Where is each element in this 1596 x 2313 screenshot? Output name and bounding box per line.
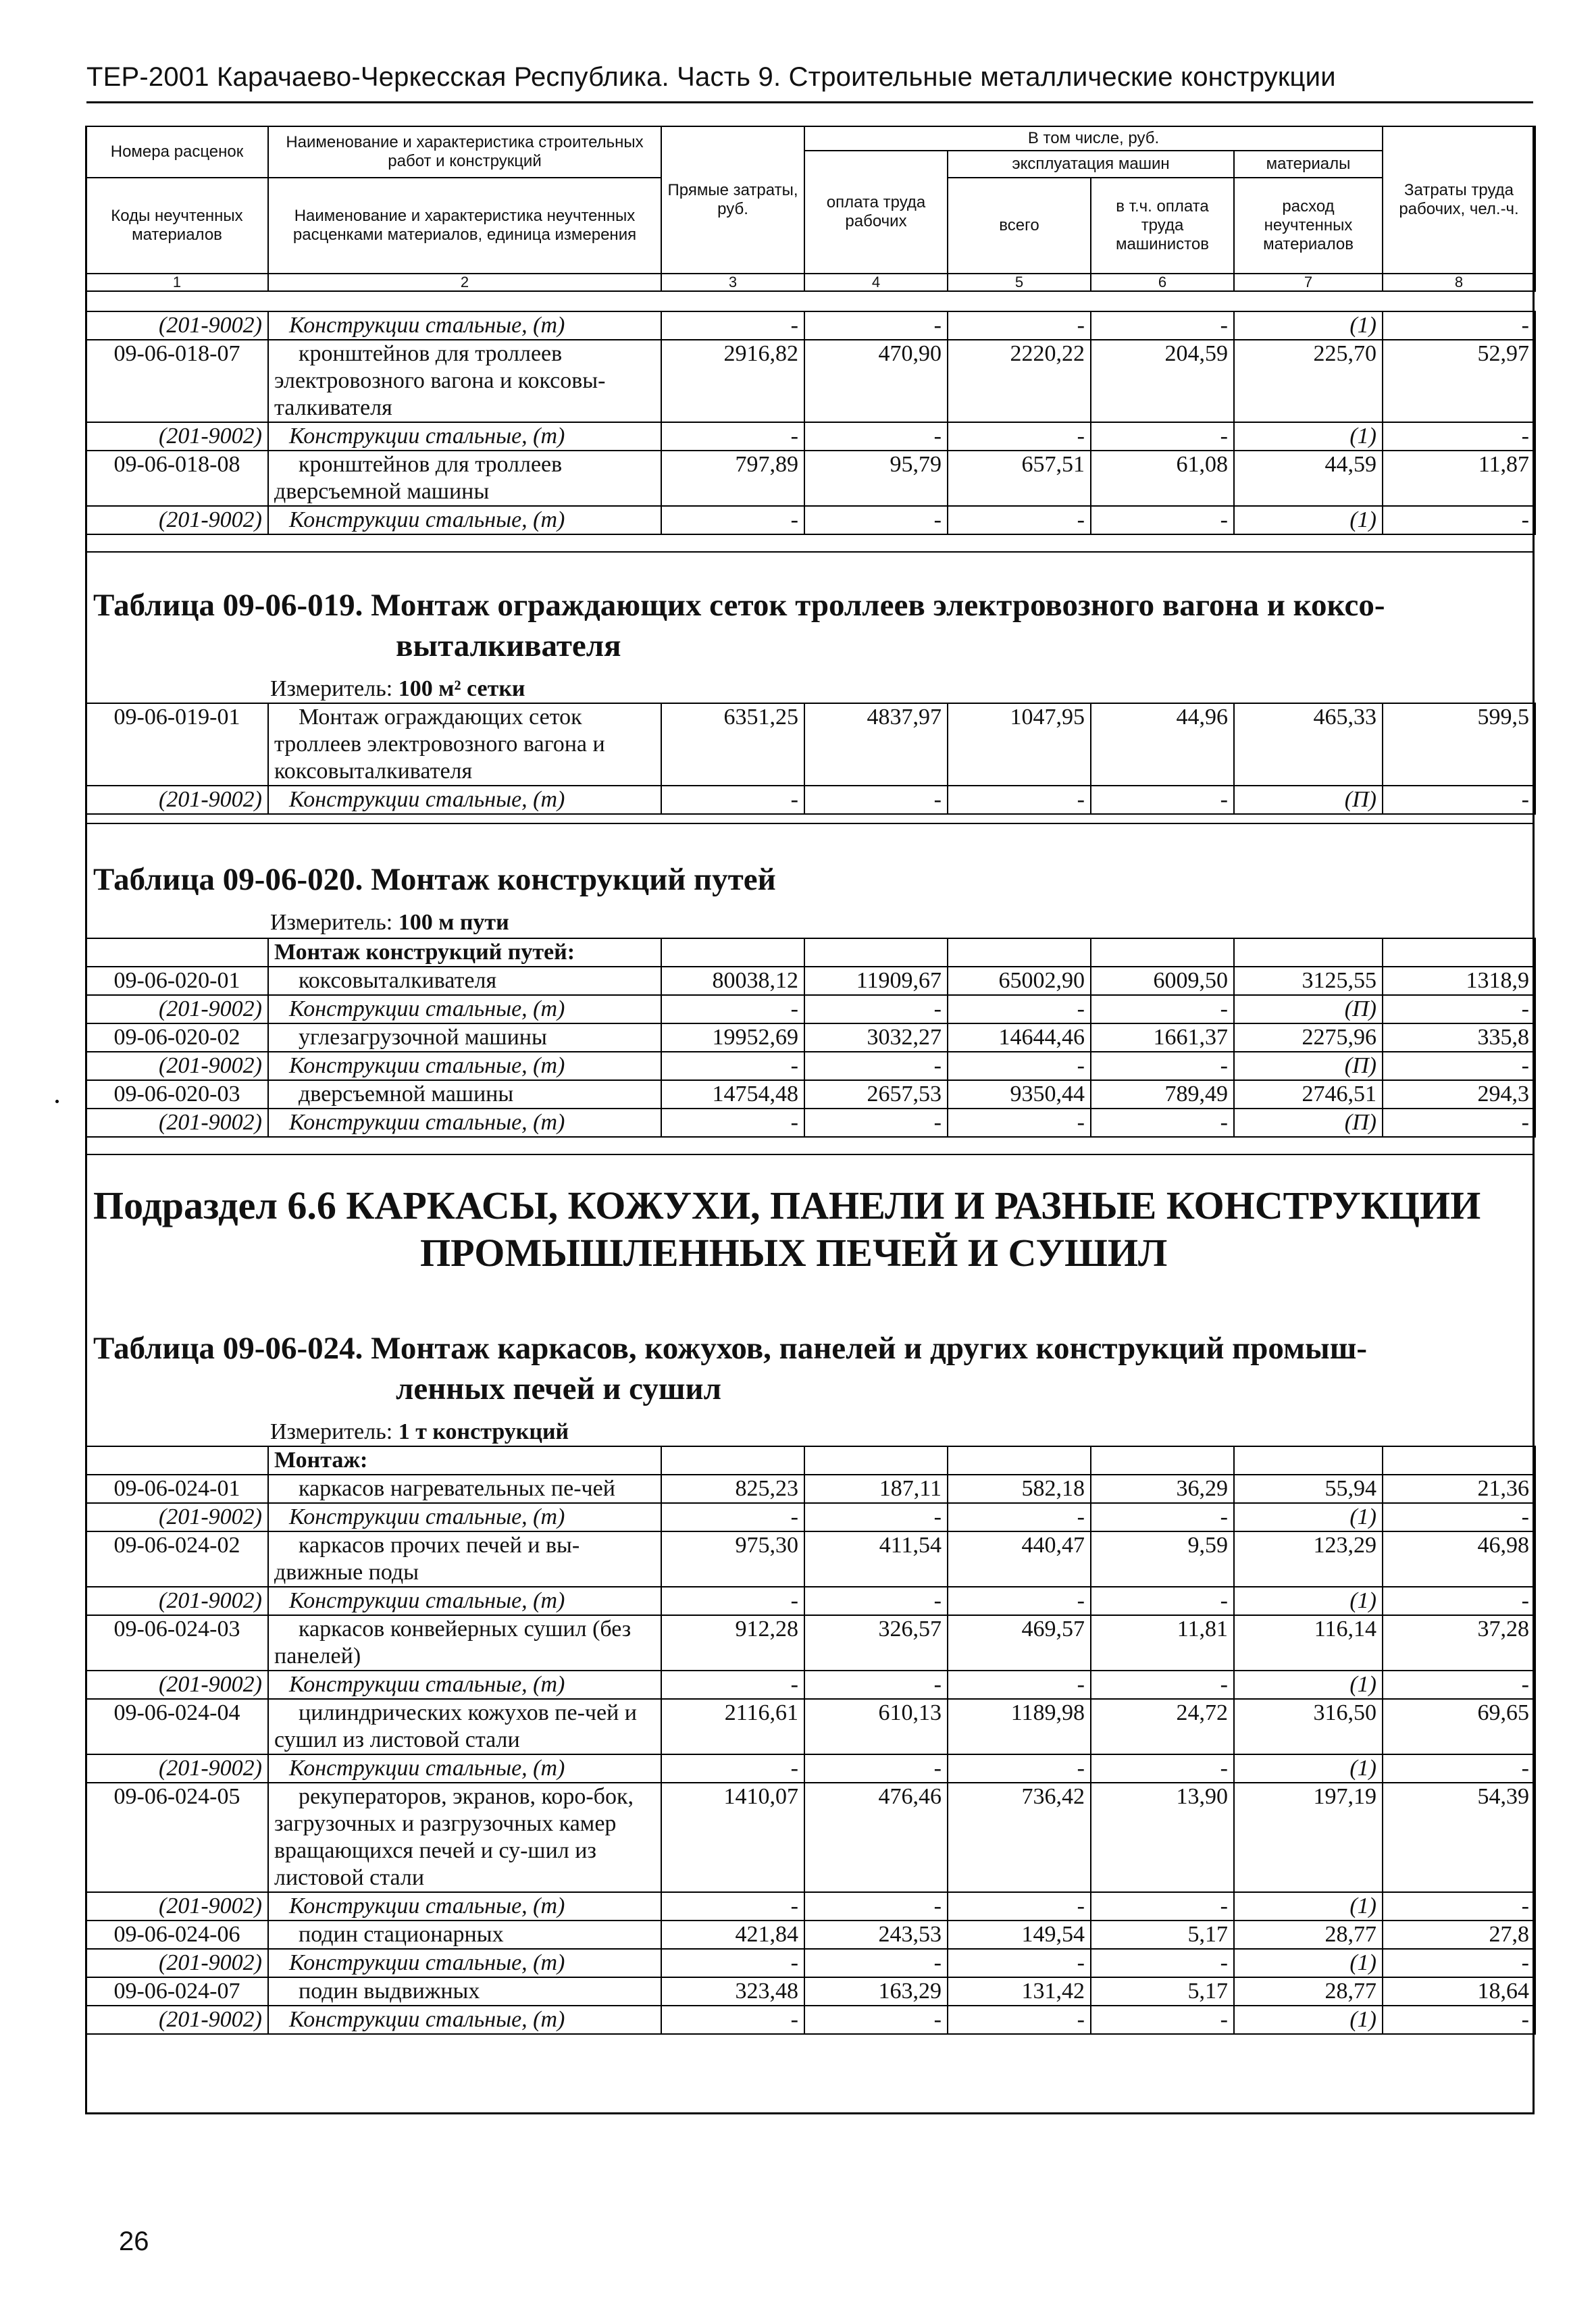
column-number: 6 <box>1091 274 1234 291</box>
machines-total: - <box>948 311 1091 340</box>
rate-code: 09-06-024-07 <box>86 1977 268 2006</box>
machinist-pay: 11,81 <box>1091 1615 1234 1671</box>
labor-pay: - <box>804 1052 948 1080</box>
work-name: подин стационарных <box>268 1921 661 1949</box>
machines-total: 2220,22 <box>948 340 1091 422</box>
machines-total: - <box>948 1671 1091 1699</box>
table-row <box>86 1892 1535 1921</box>
labor-pay: - <box>804 1671 948 1699</box>
labor-cost: 69,65 <box>1383 1699 1535 1754</box>
work-name: цилиндрических кожухов пе-чей и сушил из листовой стали <box>268 1699 661 1754</box>
group-label: Монтаж: <box>268 1446 661 1475</box>
table-024-meter <box>270 1419 569 1446</box>
machines-total: 149,54 <box>948 1921 1091 1949</box>
header-including: В том числе, руб. <box>804 126 1383 151</box>
machinist-pay: - <box>1091 1052 1234 1080</box>
rate-code: 09-06-020-03 <box>86 1080 268 1109</box>
material-code: (201-9002) <box>86 1109 268 1137</box>
column-number: 8 <box>1383 274 1535 291</box>
labor-pay: - <box>804 311 948 340</box>
materials-value: 44,59 <box>1234 451 1383 506</box>
labor-cost: - <box>1383 1949 1535 1977</box>
rate-code: 09-06-018-07 <box>86 340 268 422</box>
header-machinist-pay: в т.ч. оплата труда машинистов <box>1091 178 1234 274</box>
work-name: подин выдвижных <box>268 1977 661 2006</box>
direct-cost: - <box>661 1503 804 1531</box>
materials-value: 3125,55 <box>1234 967 1383 995</box>
table-row <box>86 1783 1535 1892</box>
machines-total: 65002,90 <box>948 967 1091 995</box>
section-heading-line2: ПРОМЫШЛЕННЫХ ПЕЧЕЙ И СУШИЛ <box>420 1231 1168 1275</box>
machines-total: - <box>948 1754 1091 1783</box>
materials-value: 28,77 <box>1234 1921 1383 1949</box>
header-col1-bottom: Коды неучтенных материалов <box>86 178 268 274</box>
direct-cost: - <box>661 995 804 1023</box>
material-name: Конструкции стальные, (т) <box>268 1109 661 1137</box>
machines-total: - <box>948 2006 1091 2034</box>
column-header-table <box>85 126 1536 292</box>
labor-cost: 27,8 <box>1383 1921 1535 1949</box>
group-label: Монтаж конструкций путей: <box>268 938 661 967</box>
materials-value: (1) <box>1234 506 1383 534</box>
work-name: каркасов прочих печей и вы-движные поды <box>268 1531 661 1587</box>
direct-cost: - <box>661 1109 804 1137</box>
material-name: Конструкции стальные, (т) <box>268 1754 661 1783</box>
machines-total: - <box>948 1109 1091 1137</box>
meter-label: Измеритель: <box>270 676 393 701</box>
machines-total: - <box>948 995 1091 1023</box>
labor-pay: 243,53 <box>804 1921 948 1949</box>
labor-pay: 187,11 <box>804 1475 948 1503</box>
labor-cost: - <box>1383 1587 1535 1615</box>
table-019-bottom-rule <box>85 823 1535 824</box>
machines-total: 9350,44 <box>948 1080 1091 1109</box>
labor-cost: - <box>1383 786 1535 814</box>
labor-cost: 21,36 <box>1383 1475 1535 1503</box>
table-row <box>86 2006 1535 2034</box>
labor-cost: 52,97 <box>1383 340 1535 422</box>
machinist-pay: - <box>1091 1671 1234 1699</box>
table-018-bottom-rule <box>85 551 1535 553</box>
table-row <box>86 1503 1535 1531</box>
materials-value: 465,33 <box>1234 703 1383 786</box>
labor-pay: - <box>804 786 948 814</box>
materials-value: 55,94 <box>1234 1475 1383 1503</box>
direct-cost: 1410,07 <box>661 1783 804 1892</box>
table-row <box>86 311 1535 340</box>
rate-code: 09-06-020-02 <box>86 1023 268 1052</box>
machines-total: - <box>948 422 1091 451</box>
column-number: 4 <box>804 274 948 291</box>
table-020-title-line1: Таблица 09-06-020. Монтаж конструкций путей <box>93 862 776 897</box>
header-col2-top: Наименование и характеристика строительных работ и конструкций <box>268 126 661 178</box>
machines-total: - <box>948 1052 1091 1080</box>
labor-pay: - <box>804 1503 948 1531</box>
machines-total: 469,57 <box>948 1615 1091 1671</box>
table-024-title-line2: ленных печей и сушил <box>396 1371 722 1406</box>
direct-cost: 14754,48 <box>661 1080 804 1109</box>
labor-cost: 11,87 <box>1383 451 1535 506</box>
scan-dot <box>55 1100 59 1103</box>
machinist-pay: - <box>1091 311 1234 340</box>
header-rule <box>86 101 1533 103</box>
table-row <box>86 1977 1535 2006</box>
table-row <box>86 1671 1535 1699</box>
machines-total: - <box>948 1949 1091 1977</box>
material-name: Конструкции стальные, (т) <box>268 786 661 814</box>
material-code: (201-9002) <box>86 995 268 1023</box>
machinist-pay: 36,29 <box>1091 1475 1234 1503</box>
column-number: 1 <box>86 274 268 291</box>
machinist-pay: 204,59 <box>1091 340 1234 422</box>
direct-cost: - <box>661 2006 804 2034</box>
materials-value: (П) <box>1234 1109 1383 1137</box>
table-019-body <box>85 703 1536 815</box>
machines-total: - <box>948 1587 1091 1615</box>
header-machines-total: всего <box>948 178 1091 274</box>
direct-cost: 323,48 <box>661 1977 804 2006</box>
labor-pay: 2657,53 <box>804 1080 948 1109</box>
machinist-pay: - <box>1091 1109 1234 1137</box>
labor-cost: - <box>1383 1052 1535 1080</box>
header-col2-bottom: Наименование и характеристика неучтенных расценками материалов, единица измерения <box>268 178 661 274</box>
material-code: (201-9002) <box>86 1671 268 1699</box>
direct-cost: - <box>661 1052 804 1080</box>
materials-value: (1) <box>1234 1671 1383 1699</box>
direct-cost: 2116,61 <box>661 1699 804 1754</box>
rate-code: 09-06-019-01 <box>86 703 268 786</box>
direct-cost: - <box>661 506 804 534</box>
machinist-pay: 44,96 <box>1091 703 1234 786</box>
header-labor-cost: Затраты труда рабочих, чел.-ч. <box>1383 126 1535 274</box>
machines-total: 1189,98 <box>948 1699 1091 1754</box>
materials-value: (1) <box>1234 2006 1383 2034</box>
labor-cost: 294,3 <box>1383 1080 1535 1109</box>
header-materials: материалы <box>1234 151 1383 178</box>
table-020-bottom-rule <box>85 1154 1535 1155</box>
materials-value: 316,50 <box>1234 1699 1383 1754</box>
work-name: рекуператоров, экранов, коро-бок, загрузочных и разгрузочных камер вращающихся печей и су-шил из листовой стали <box>268 1783 661 1892</box>
machines-total: 14644,46 <box>948 1023 1091 1052</box>
material-code: (201-9002) <box>86 506 268 534</box>
labor-pay: 163,29 <box>804 1977 948 2006</box>
header-direct-costs: Прямые затраты, руб. <box>661 126 804 274</box>
header-labor-pay: оплата труда рабочих <box>804 151 948 274</box>
machinist-pay: 1661,37 <box>1091 1023 1234 1052</box>
table-024-title-line1: Таблица 09-06-024. Монтаж каркасов, кожухов, панелей и других конструкций промыш- <box>93 1331 1368 1366</box>
labor-pay: - <box>804 506 948 534</box>
materials-value: (П) <box>1234 786 1383 814</box>
table-row <box>86 1531 1535 1587</box>
table-024-body <box>85 1446 1536 2035</box>
machines-total: 440,47 <box>948 1531 1091 1587</box>
materials-value: (1) <box>1234 1587 1383 1615</box>
material-code: (201-9002) <box>86 1892 268 1921</box>
materials-value: 225,70 <box>1234 340 1383 422</box>
direct-cost: - <box>661 1949 804 1977</box>
materials-value: 2275,96 <box>1234 1023 1383 1052</box>
table-row <box>86 967 1535 995</box>
machinist-pay: 9,59 <box>1091 1531 1234 1587</box>
machinist-pay: - <box>1091 786 1234 814</box>
material-name: Конструкции стальные, (т) <box>268 995 661 1023</box>
direct-cost: 825,23 <box>661 1475 804 1503</box>
table-row <box>86 422 1535 451</box>
header-materials-sub: расход неучтенных материалов <box>1234 178 1383 274</box>
machines-total: - <box>948 786 1091 814</box>
direct-cost: 912,28 <box>661 1615 804 1671</box>
labor-pay: - <box>804 1109 948 1137</box>
column-number: 2 <box>268 274 661 291</box>
material-name: Конструкции стальные, (т) <box>268 1892 661 1921</box>
direct-cost: 797,89 <box>661 451 804 506</box>
labor-pay: - <box>804 1587 948 1615</box>
direct-cost: 975,30 <box>661 1531 804 1587</box>
materials-value: (1) <box>1234 1503 1383 1531</box>
direct-cost: - <box>661 422 804 451</box>
machines-total: 657,51 <box>948 451 1091 506</box>
machinist-pay: 789,49 <box>1091 1080 1234 1109</box>
material-code: (201-9002) <box>86 1503 268 1531</box>
table-row <box>86 1949 1535 1977</box>
labor-cost: - <box>1383 1109 1535 1137</box>
table-020-body <box>85 938 1536 1138</box>
table-019-title-line1: Таблица 09-06-019. Монтаж ограждающих сеток троллеев электровозного вагона и коксо- <box>93 588 1385 623</box>
machines-total: 582,18 <box>948 1475 1091 1503</box>
labor-cost: - <box>1383 1671 1535 1699</box>
labor-cost: 599,5 <box>1383 703 1535 786</box>
material-name: Конструкции стальные, (т) <box>268 1949 661 1977</box>
labor-pay: 11909,67 <box>804 967 948 995</box>
material-code: (201-9002) <box>86 1754 268 1783</box>
labor-pay: 4837,97 <box>804 703 948 786</box>
labor-cost: - <box>1383 1754 1535 1783</box>
work-name: Монтаж ограждающих сеток троллеев электровозного вагона и коксовыталкивателя <box>268 703 661 786</box>
labor-cost: - <box>1383 2006 1535 2034</box>
table-row <box>86 1615 1535 1671</box>
labor-cost: 335,8 <box>1383 1023 1535 1052</box>
labor-cost: - <box>1383 1892 1535 1921</box>
material-name: Конструкции стальные, (т) <box>268 506 661 534</box>
materials-value: 116,14 <box>1234 1615 1383 1671</box>
table-row <box>86 703 1535 786</box>
rate-code: 09-06-024-03 <box>86 1615 268 1671</box>
labor-pay: - <box>804 422 948 451</box>
work-name: дверсъемной машины <box>268 1080 661 1109</box>
materials-value: 123,29 <box>1234 1531 1383 1587</box>
machinist-pay: 5,17 <box>1091 1921 1234 1949</box>
column-number: 5 <box>948 274 1091 291</box>
table-row <box>86 340 1535 422</box>
machinist-pay: - <box>1091 1754 1234 1783</box>
meter-value: 1 т конструкций <box>398 1419 569 1444</box>
materials-value: 28,77 <box>1234 1977 1383 2006</box>
table-row <box>86 506 1535 534</box>
machinist-pay: - <box>1091 506 1234 534</box>
section-heading <box>93 1182 1532 1277</box>
machinist-pay: 6009,50 <box>1091 967 1234 995</box>
direct-cost: - <box>661 311 804 340</box>
materials-value: (П) <box>1234 995 1383 1023</box>
rate-code: 09-06-024-06 <box>86 1921 268 1949</box>
machinist-pay: - <box>1091 422 1234 451</box>
direct-cost: 2916,82 <box>661 340 804 422</box>
table-row <box>86 1587 1535 1615</box>
materials-value: (1) <box>1234 1892 1383 1921</box>
labor-pay: 411,54 <box>804 1531 948 1587</box>
labor-cost: 54,39 <box>1383 1783 1535 1892</box>
material-name: Конструкции стальные, (т) <box>268 1671 661 1699</box>
material-name: Конструкции стальные, (т) <box>268 1052 661 1080</box>
table-row <box>86 786 1535 814</box>
work-name: каркасов конвейерных сушил (без панелей) <box>268 1615 661 1671</box>
work-name: коксовыталкивателя <box>268 967 661 995</box>
machinist-pay: - <box>1091 1892 1234 1921</box>
material-name: Конструкции стальные, (т) <box>268 1503 661 1531</box>
machinist-pay: - <box>1091 2006 1234 2034</box>
header-col1-top: Номера расценок <box>86 126 268 178</box>
work-name: каркасов нагревательных пе-чей <box>268 1475 661 1503</box>
direct-cost: - <box>661 786 804 814</box>
table-020-meter <box>270 909 509 936</box>
labor-pay: 470,90 <box>804 340 948 422</box>
meter-value: 100 м² сетки <box>398 676 525 701</box>
table-row <box>86 1921 1535 1949</box>
meter-label: Измеритель: <box>270 910 393 935</box>
work-name: кронштейнов для троллеев электровозного вагона и коксовы-талкивателя <box>268 340 661 422</box>
machinist-pay: - <box>1091 1949 1234 1977</box>
table-018-body <box>85 311 1536 535</box>
table-row <box>86 1080 1535 1109</box>
material-code: (201-9002) <box>86 1052 268 1080</box>
machinist-pay: 5,17 <box>1091 1977 1234 2006</box>
meter-label: Измеритель: <box>270 1419 393 1444</box>
material-code: (201-9002) <box>86 311 268 340</box>
labor-pay: 3032,27 <box>804 1023 948 1052</box>
rate-code: 09-06-018-08 <box>86 451 268 506</box>
page-number: 26 <box>119 2227 149 2256</box>
rate-code: 09-06-024-01 <box>86 1475 268 1503</box>
machinist-pay: 13,90 <box>1091 1783 1234 1892</box>
materials-value: (1) <box>1234 311 1383 340</box>
table-row <box>86 451 1535 506</box>
work-name: углезагрузочной машины <box>268 1023 661 1052</box>
section-heading-line1: Подраздел 6.6 КАРКАСЫ, КОЖУХИ, ПАНЕЛИ И РАЗНЫЕ КОНСТРУКЦИИ <box>93 1184 1481 1227</box>
table-020-title <box>93 859 776 900</box>
labor-pay: - <box>804 1949 948 1977</box>
material-code: (201-9002) <box>86 422 268 451</box>
labor-cost: - <box>1383 995 1535 1023</box>
labor-pay: - <box>804 995 948 1023</box>
machines-total: - <box>948 1892 1091 1921</box>
materials-value: (П) <box>1234 1052 1383 1080</box>
machinist-pay: - <box>1091 995 1234 1023</box>
direct-cost: 19952,69 <box>661 1023 804 1052</box>
machines-total: 131,42 <box>948 1977 1091 2006</box>
labor-pay: - <box>804 1754 948 1783</box>
table-019-title <box>93 585 1385 666</box>
labor-cost: - <box>1383 311 1535 340</box>
machinist-pay: 24,72 <box>1091 1699 1234 1754</box>
rate-code: 09-06-024-02 <box>86 1531 268 1587</box>
rate-code: 09-06-024-05 <box>86 1783 268 1892</box>
labor-cost: - <box>1383 1503 1535 1531</box>
machines-total: 736,42 <box>948 1783 1091 1892</box>
direct-cost: 421,84 <box>661 1921 804 1949</box>
labor-cost: - <box>1383 422 1535 451</box>
table-row <box>86 1109 1535 1137</box>
materials-value: 197,19 <box>1234 1783 1383 1892</box>
labor-cost: 37,28 <box>1383 1615 1535 1671</box>
materials-value: (1) <box>1234 1754 1383 1783</box>
table-019-meter <box>270 676 525 703</box>
material-code: (201-9002) <box>86 1949 268 1977</box>
direct-cost: - <box>661 1671 804 1699</box>
table-row <box>86 995 1535 1023</box>
table-024-title <box>93 1328 1367 1409</box>
column-number: 3 <box>661 274 804 291</box>
labor-pay: - <box>804 2006 948 2034</box>
material-name: Конструкции стальные, (т) <box>268 311 661 340</box>
direct-cost: - <box>661 1754 804 1783</box>
direct-cost: - <box>661 1587 804 1615</box>
materials-value: (1) <box>1234 422 1383 451</box>
labor-cost: 18,64 <box>1383 1977 1535 2006</box>
labor-cost: 46,98 <box>1383 1531 1535 1587</box>
labor-cost: - <box>1383 506 1535 534</box>
materials-value: 2746,51 <box>1234 1080 1383 1109</box>
column-number: 7 <box>1234 274 1383 291</box>
table-row <box>86 1475 1535 1503</box>
labor-pay: 610,13 <box>804 1699 948 1754</box>
machines-total: 1047,95 <box>948 703 1091 786</box>
machinist-pay: 61,08 <box>1091 451 1234 506</box>
running-header: ТЕР-2001 Карачаево-Черкесская Республика. Часть 9. Строительные металлические конструкции <box>86 62 1336 92</box>
material-code: (201-9002) <box>86 786 268 814</box>
labor-pay: - <box>804 1892 948 1921</box>
labor-pay: 476,46 <box>804 1783 948 1892</box>
machinist-pay: - <box>1091 1503 1234 1531</box>
labor-pay: 326,57 <box>804 1615 948 1671</box>
direct-cost: 6351,25 <box>661 703 804 786</box>
labor-pay: 95,79 <box>804 451 948 506</box>
header-machines: эксплуатация машин <box>948 151 1234 178</box>
rate-code: 09-06-024-04 <box>86 1699 268 1754</box>
material-name: Конструкции стальные, (т) <box>268 1587 661 1615</box>
material-code: (201-9002) <box>86 2006 268 2034</box>
meter-value: 100 м пути <box>398 910 509 935</box>
machinist-pay: - <box>1091 1587 1234 1615</box>
rate-code: 09-06-020-01 <box>86 967 268 995</box>
materials-value: (1) <box>1234 1949 1383 1977</box>
table-row <box>86 1699 1535 1754</box>
direct-cost: - <box>661 1892 804 1921</box>
machines-total: - <box>948 1503 1091 1531</box>
direct-cost: 80038,12 <box>661 967 804 995</box>
labor-cost: 1318,9 <box>1383 967 1535 995</box>
material-name: Конструкции стальные, (т) <box>268 422 661 451</box>
table-row <box>86 1023 1535 1052</box>
material-name: Конструкции стальные, (т) <box>268 2006 661 2034</box>
material-code: (201-9002) <box>86 1587 268 1615</box>
machines-total: - <box>948 506 1091 534</box>
work-name: кронштейнов для троллеев дверсъемной машины <box>268 451 661 506</box>
table-row <box>86 1754 1535 1783</box>
table-019-title-line2: выталкивателя <box>396 628 621 663</box>
table-row <box>86 1052 1535 1080</box>
